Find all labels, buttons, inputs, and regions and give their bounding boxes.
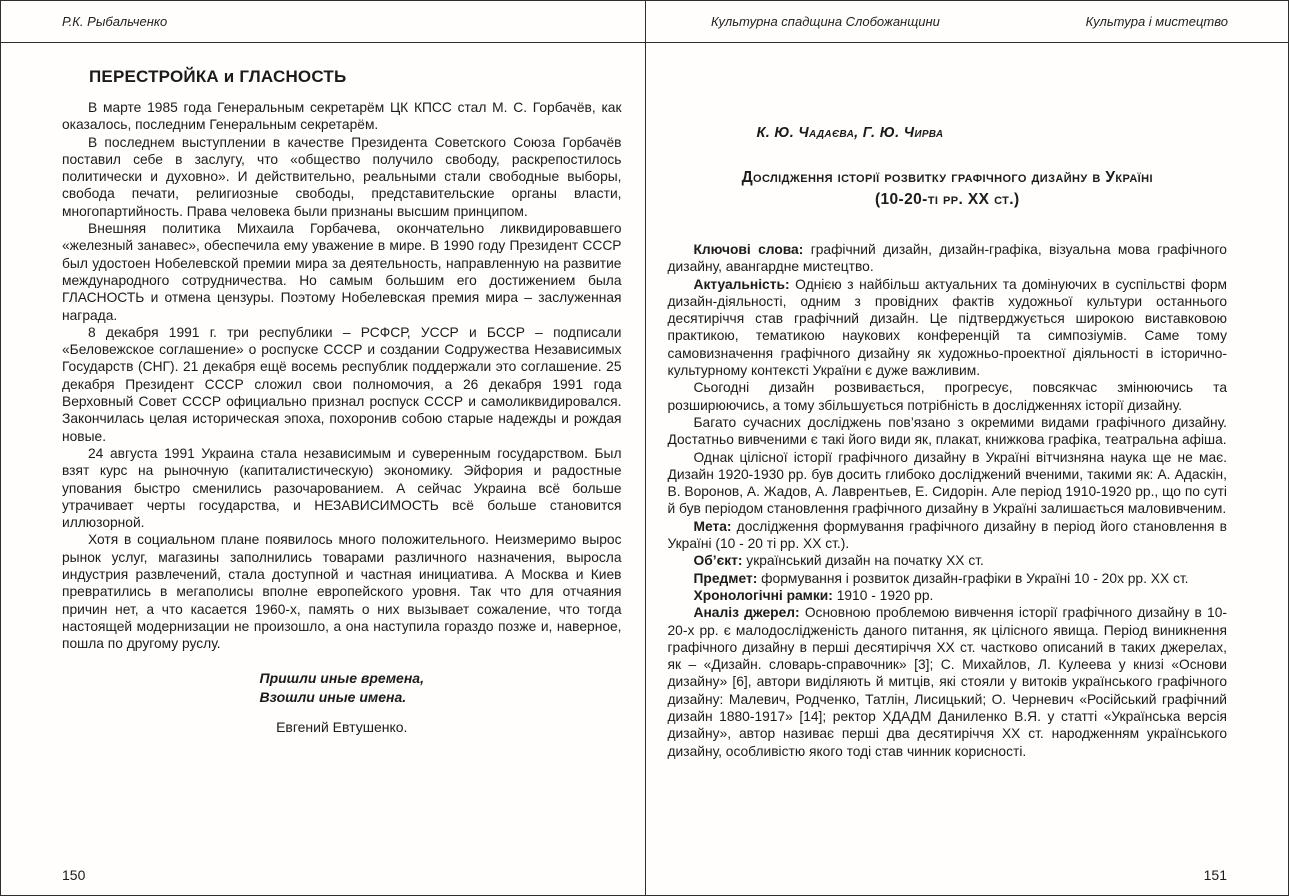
paragraph-text: Основною проблемою вивчення історії графічного дизайну в 10-20-х рр. є малодослідженість даного питання, як цілісного явища. Період виникнення графічного дизайну в перші десятиріччя ХХ ст. частково описаний в таких джерелах, як – «Дизайн. словарь-справочник» [3]; С. Михайлов, Л. Кулеева у книзі «Основи дизайну» [6], автори виділяють й митців, які стояли у витоків українського графічного дизайну: Малевич, Родченко, Татлін, Лисицький; О. Черневич «Російський графічний дизайн 1880-1917» [14]; ректор ХДАДМ Даниленко В.Я. у статті «Українська версія дизайну», автор називає перші два десятиріччя ХХ ст. народженням українського дизайну, особливістю якого тоді став чинник корисності. <box>667 605 1227 759</box>
left-page-running-head <box>1 14 645 29</box>
poem-lines <box>260 669 424 707</box>
paragraph-lead: Мета: <box>693 518 737 534</box>
paragraph-lead: Ключові слова: <box>693 242 811 257</box>
paragraph: 8 декабря 1991 г. три республики – РСФСР, УССР и БССР – подписали «Беловежское соглашение» о роспуске СССР и создании Содружества Независимых Государств (СНГ). 21 декабря ещё восемь республик поддержали это соглашение. 25 декабря Президент СССР сложил свои полномочия, а 26 декабря 1991 года Верховный Совет СССР официально признал роспуск СССР и самоликвидировался. Закончилась целая историческая эпоха, похоронив собою старые надежды и рождая новые. <box>62 324 622 444</box>
right-article-title-line1: Дослідження історії розвитку графічного дизайну в Україні <box>741 169 1153 186</box>
paragraph <box>668 587 1228 604</box>
poem-author: Евгений Евтушенко. <box>276 718 408 735</box>
poem-line: Пришли иные времена, <box>259 669 424 686</box>
article-authors: К. Ю. Чадаєва, Г. Ю. Чирва <box>756 125 944 141</box>
paragraph: Хотя в социальном плане появилось много положительного. Неизмеримо вырос рынок услуг, магазины заполнились товарами различного назначения, выросла индустрия развлечений, стала доступной и частная инициатива. А Москва и Киев превратились в мегаполисы вполне европейского уровня. Так что для отчаяния причин нет, а что касается 1960-х, память о них вызывает сожаление, что тогда настоящей модернизации не произошло, а она наступила гораздо позже и, наверное, пошла по другому руслу. <box>62 532 622 652</box>
paragraph-text: Сьогодні дизайн розвивається, прогресує, повсякчас змінюючись та розширюючись, а тому збільшується потрібність в дослідженнях історії дизайну. <box>667 380 1227 413</box>
paragraph <box>668 570 1228 587</box>
paragraph: 24 августа 1991 Украина стала независимым и суверенным государством. Был взят курс на рыночную (капиталистическую) экономику. Эйфория и радостные упования быстро сменились разочарованием. А сейчас Украина всё больше утрачивает черты государства, и НЕЗАВИСИМОСТЬ всё больше становится иллюзорной. <box>62 445 622 531</box>
paragraph-text: Багато сучасних досліджень пов’язано з окремими видами графічного дизайну. Достатньо вивченими є такі його види як, плакат, книжкова графіка, театральна афіша. <box>667 414 1227 448</box>
paragraph <box>668 604 1228 760</box>
right-article-title <box>668 167 1228 211</box>
paragraph-text: формування і розвиток дизайн-графіки в Україні 10 - 20х рр. ХХ ст. <box>761 570 1189 586</box>
paragraph-lead: Актуальність: <box>693 276 796 292</box>
right-page-running-head <box>645 14 1288 29</box>
paragraph <box>668 276 1228 380</box>
left-article-title: ПЕРЕСТРОЙКА и ГЛАСНОСТЬ <box>89 67 347 86</box>
paragraph <box>668 449 1228 518</box>
right-article-title-line2: (10-20-ті рр. ХХ ст.) <box>874 191 1020 208</box>
left-page <box>1 43 645 894</box>
right-page <box>645 43 1289 894</box>
paragraph-text: Однією з найбільш актуальних та домінуючих в суспільстві форм дизайн-діяльності, одним з провідних фактів художньої культури останнього десятиріччя став графічний дизайн. Це підтверджується широкою виставковою практикою, тематикою наукових конференцій та симпозіумів. Саме тому самовизначення графічного дизайну як художньо-проектної діяльності в історично-культурному контексті України є дуже важливим. <box>667 276 1227 379</box>
paragraph-lead: Хронологічні рамки: <box>693 587 837 603</box>
paragraph <box>668 552 1228 569</box>
paragraph: Внешняя политика Михаила Горбачева, окончательно ликвидировавшего «железный занавес», обеспечила ему уважение в мире. В 1990 году Президент СССР был удостоен Нобелевской премии мира за деятельность, направленную на развитие международного сотрудничества. Но самым большим его достижением была ГЛАСНОСТЬ и отмена цензуры. Поэтому Нобелевская премия мира – заслуженная награда. <box>62 221 622 323</box>
paragraph-lead: Об’єкт: <box>693 553 747 569</box>
paragraph <box>668 241 1228 276</box>
left-page-header-text: Р.К. Рыбальченко <box>62 14 168 29</box>
page-number-right: 151 <box>1203 867 1227 883</box>
poem-line: Взошли иные имена. <box>259 688 407 705</box>
paragraph-text: Однак цілісної історії графічного дизайну в Україні вітчизняна наука ще не має. Дизайн 1920-1930 рр. був досить глибоко досліджений вченими, такими як: А. Адаскін, В. Воронов, А. Жадов, А. Лаврентьев, Е. Сидорін. Але період 1910-1920 рр., що по суті й був періодом становлення графічного дизайну в Україні залишається маловивченим. <box>667 449 1227 517</box>
paragraph-text: графічний дизайн, дизайн-графіка, візуальна мова графічного дизайну, авангардне мистецтво. <box>667 242 1227 275</box>
poem <box>62 669 622 707</box>
paragraph-lead: Предмет: <box>693 570 762 586</box>
paragraph-text: дослідження формування графічного дизайну в період його становлення в Україні (10 - 20 ті рр. ХХ ст.). <box>667 518 1227 552</box>
page-divider <box>645 1 646 895</box>
paragraph-text: український дизайн на початку ХХ ст. <box>746 553 984 569</box>
paragraph <box>668 379 1228 414</box>
paragraph: В марте 1985 года Генеральным секретарём ЦК КПСС стал М. С. Горбачёв, как оказалось, последним Генеральным секретарём. <box>62 100 622 133</box>
page-number-left: 150 <box>62 867 86 883</box>
paragraph <box>668 414 1228 449</box>
paragraph-text: 1910 - 1920 рр. <box>836 587 934 603</box>
right-page-header-series: Культурна спадщина Слобожанщини <box>711 14 940 29</box>
paragraph-lead: Аналіз джерел: <box>693 605 805 621</box>
paragraph <box>668 518 1228 553</box>
right-page-header-section: Культура і мистецтво <box>1085 14 1228 29</box>
paragraph: В последнем выступлении в качестве Президента Советского Союза Горбачёв поставил себе в заслугу, что «общество получило свободу, раскрепостилось политически и духовно». И действительно, реальными стали свободные выборы, свобода печати, религиозные свободы, представительские органы власти, многопартийность. Права человека были признаны высшим принципом. <box>62 134 622 219</box>
